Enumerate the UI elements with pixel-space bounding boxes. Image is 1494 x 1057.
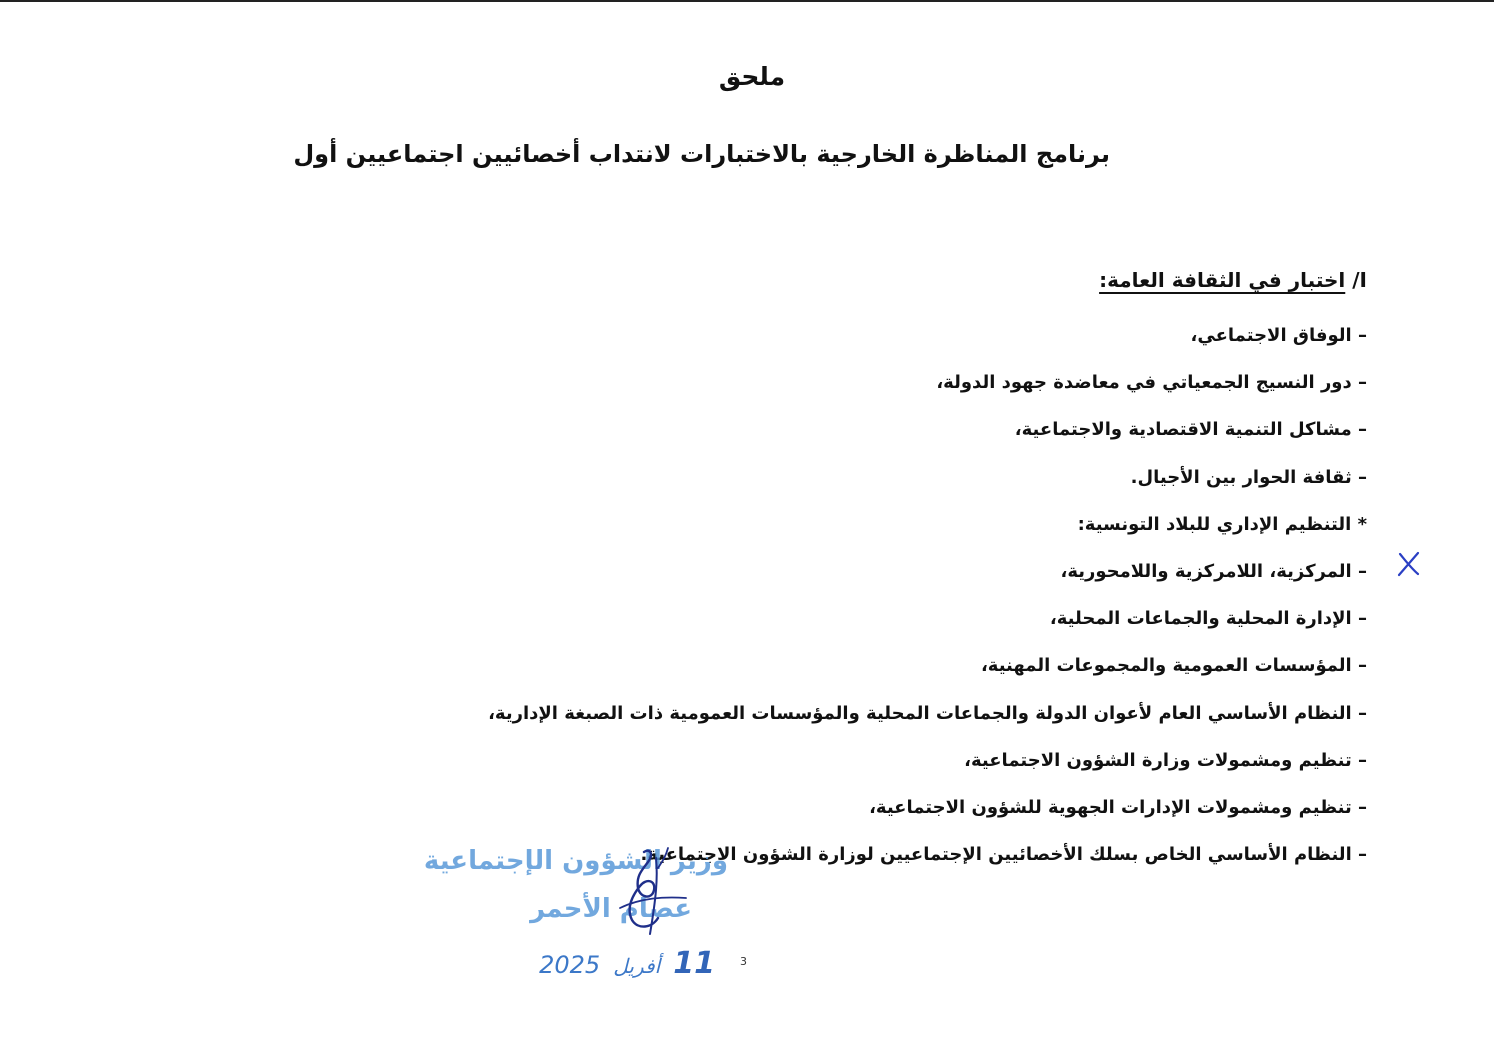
topic-item: – الإدارة المحلية والجماعات المحلية، <box>1049 608 1367 630</box>
date-year: 2025 <box>539 951 601 979</box>
topic-item: – مشاكل التنمية الاقتصادية والاجتماعية، <box>1014 419 1367 441</box>
topic-item: * التنظيم الإداري للبلاد التونسية: <box>1077 513 1367 535</box>
topic-item: – النظام الأساسي الخاص بسلك الأخصائيين الإجتماعيين لوزارة الشؤون الاجتماعية. <box>640 844 1367 866</box>
page-number: 3 <box>740 955 747 968</box>
signature-icon <box>596 838 706 948</box>
section-heading <box>1099 268 1367 292</box>
handwritten-cross-mark-icon <box>1396 550 1422 578</box>
topic-item: – الوفاق الاجتماعي، <box>1190 325 1367 346</box>
document-title: ملحق <box>718 62 786 91</box>
stamp-title: وزير الشؤون الإجتماعية <box>423 846 728 876</box>
section-title: اختبار في الثقافة العامة: <box>1099 268 1346 292</box>
stamp-name: عصام الأحمر <box>530 894 692 924</box>
date-day: 11 <box>673 946 715 981</box>
document-subtitle: برنامج المناظرة الخارجية بالاختبارات لانتداب أخصائيين اجتماعيين أول <box>293 140 1110 168</box>
topic-item: – دور النسيج الجمعياتي في معاضدة جهود الدولة، <box>936 372 1367 394</box>
section-number: I/ <box>1352 268 1367 292</box>
topic-item: – ثقافة الحوار بين الأجيال. <box>1130 466 1367 488</box>
date-stamp <box>539 946 715 986</box>
page-top-border <box>0 0 1494 2</box>
topic-item: – النظام الأساسي العام لأعوان الدولة والجماعات المحلية والمؤسسات العمومية ذات الصبغة الإدارية، <box>488 702 1367 724</box>
topic-item: – تنظيم ومشمولات الإدارات الجهوية للشؤون الاجتماعية، <box>869 796 1367 818</box>
topics-list <box>488 318 1367 884</box>
topic-item: – المركزية، اللامركزية واللامحورية، <box>1060 560 1367 582</box>
topic-item: – تنظيم ومشمولات وزارة الشؤون الاجتماعية، <box>964 749 1367 771</box>
date-month: أفريل <box>613 954 661 978</box>
topic-item: – المؤسسات العمومية والمجموعات المهنية، <box>980 655 1367 677</box>
